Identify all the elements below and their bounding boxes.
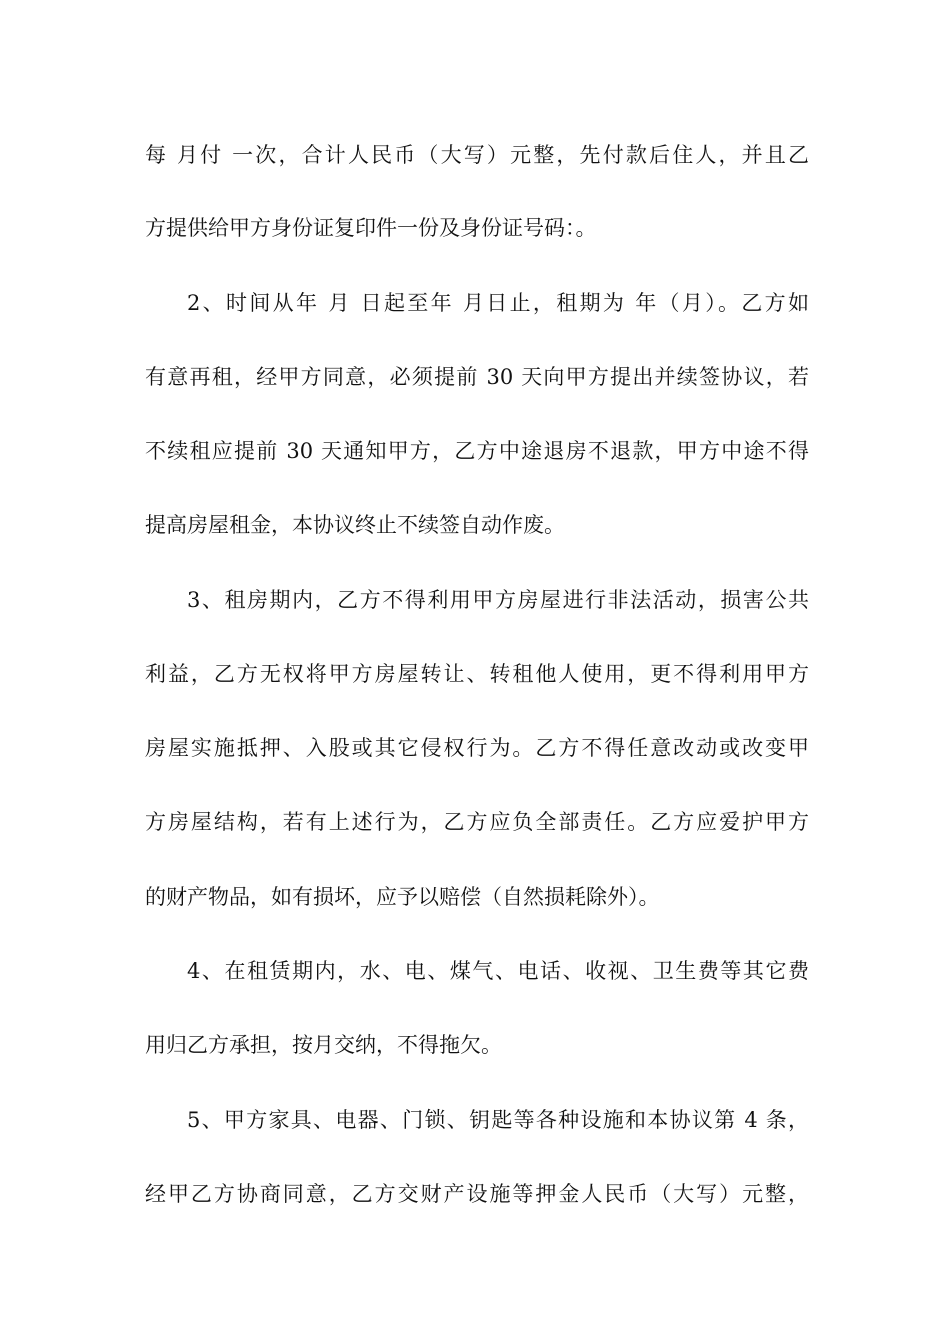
clause-3-line-2: 利益，乙方无权将甲方房屋转让、转租他人使用，更不得利用甲方: [145, 662, 809, 686]
clause-3-line-5: 的财产物品，如有损坏，应予以赔偿（自然损耗除外）。: [145, 885, 660, 909]
clause-2-line-4: 提高房屋租金，本协议终止不续签自动作废。: [145, 513, 565, 537]
clause-4-line-2: 用归乙方承担，按月交纳，不得拖欠。: [145, 1033, 502, 1057]
clause-5-line-1: 5、甲方家具、电器、门锁、钥匙等各种设施和本协议第 4 条，: [187, 1108, 809, 1132]
clause-3-line-4: 方房屋结构，若有上述行为，乙方应负全部责任。乙方应爱护甲方: [145, 810, 809, 834]
clause-2-line-3: 不续租应提前 30 天通知甲方，乙方中途退房不退款，甲方中途不得: [145, 439, 809, 463]
clause-2-line-2: 有意再租，经甲方同意，必须提前 30 天向甲方提出并续签协议，若: [145, 365, 809, 389]
clause-3-line-1: 3、租房期内，乙方不得利用甲方房屋进行非法活动，损害公共: [187, 588, 809, 612]
clause-2-line-1: 2、时间从年 月 日起至年 月日止，租期为 年（月）。乙方如: [187, 291, 809, 315]
clause-3-line-3: 房屋实施抵押、入股或其它侵权行为。乙方不得任意改动或改变甲: [145, 736, 809, 760]
clause-4-line-1: 4、在租赁期内，水、电、煤气、电话、收视、卫生费等其它费: [187, 959, 809, 983]
text-line-1: 每 月付 一次，合计人民币（大写）元整，先付款后住人，并且乙: [145, 143, 809, 167]
clause-5-line-2: 经甲乙方协商同意，乙方交财产设施等押金人民币（大写）元整，: [145, 1182, 809, 1206]
text-line-2: 方提供给甲方身份证复印件一份及身份证号码：。: [145, 216, 597, 240]
